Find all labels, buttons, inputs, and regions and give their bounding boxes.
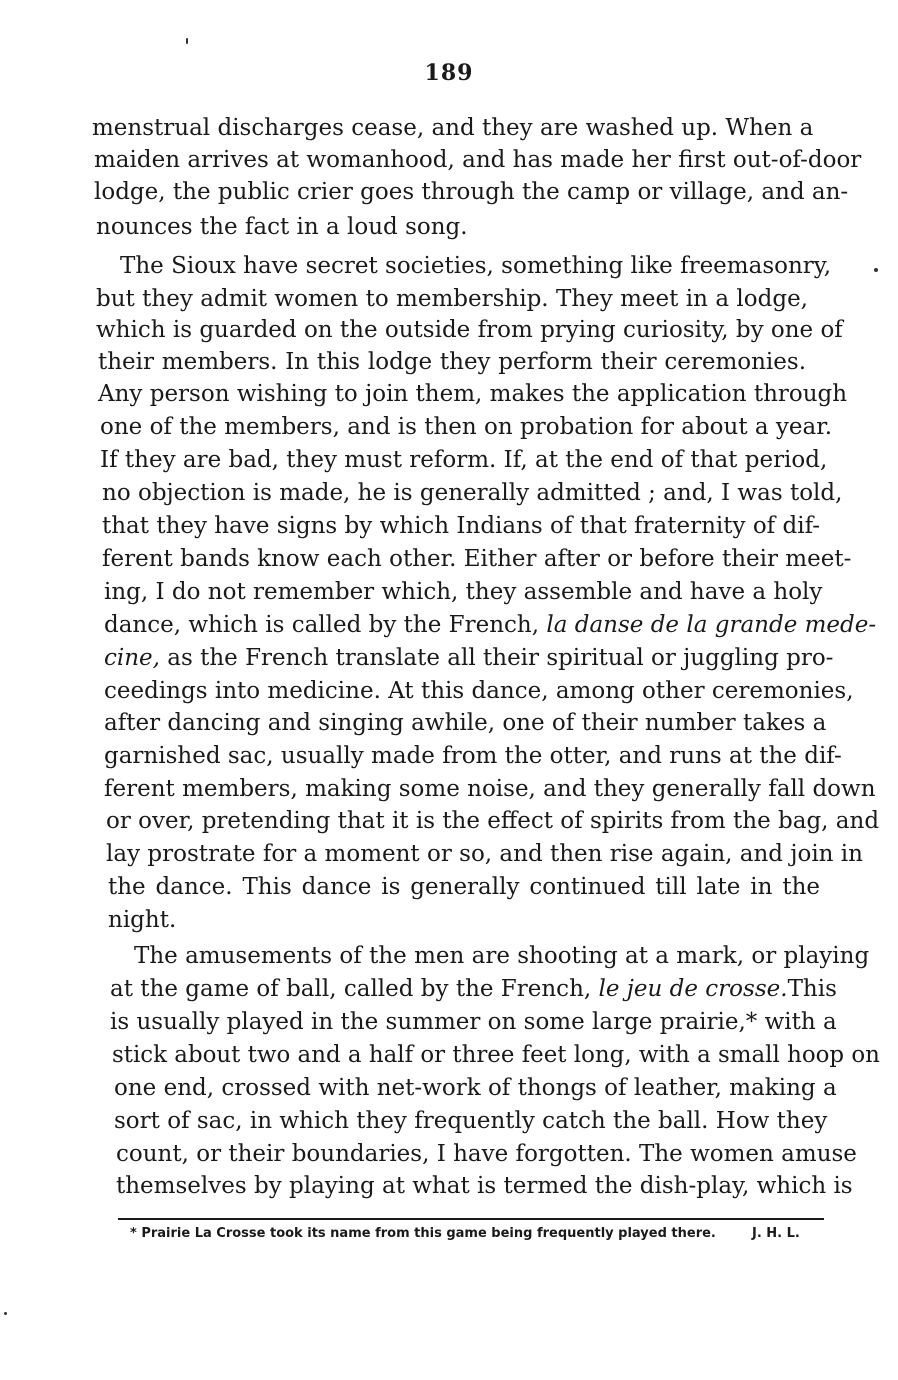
text-line: The Sioux have secret societies, something like freemasonry, — [120, 253, 832, 279]
text-line: ferent bands know each other. Either after or before their meet- — [102, 546, 852, 572]
text-line: is usually played in the summer on some large prairie,* with a — [110, 1009, 837, 1035]
print-speck — [186, 38, 188, 44]
text-line: that they have signs by which Indians of that fraternity of dif- — [102, 513, 821, 539]
text-line: sort of sac, in which they frequently catch the ball. How they — [114, 1108, 828, 1134]
text-line: after dancing and singing awhile, one of their number takes a — [104, 710, 827, 736]
text-line: ceedings into medicine. At this dance, among other ceremonies, — [104, 678, 854, 704]
text-line: but they admit women to membership. They meet in a lodge, — [96, 286, 808, 312]
text-line: themselves by playing at what is termed the dish-play, which is — [116, 1173, 853, 1199]
text-line: which is guarded on the outside from prying curiosity, by one of — [96, 317, 843, 343]
text-line: night. — [108, 907, 177, 933]
text-line: the dance. This dance is generally continued till late in the — [108, 874, 820, 900]
print-speck — [874, 268, 878, 272]
text-line: nounces the fact in a loud song. — [96, 214, 468, 240]
footnote: * Prairie La Crosse took its name from this game being frequently played there. — [130, 1226, 716, 1241]
text-run: as the French translate all their spiritual or juggling pro- — [159, 645, 834, 671]
footnote-rule — [118, 1218, 824, 1220]
text-line: their members. In this lodge they perform their ceremonies. — [98, 349, 806, 375]
text-line: no objection is made, he is generally admitted ; and, I was told, — [102, 480, 843, 506]
text-line: menstrual discharges cease, and they are washed up. When a — [92, 115, 814, 141]
text-line: stick about two and a half or three feet long, with a small hoop on — [112, 1042, 880, 1068]
text-line: count, or their boundaries, I have forgotten. The women amuse — [116, 1141, 857, 1167]
text-run — [110, 975, 788, 1003]
italic-phrase: le jeu de crosse. — [598, 976, 788, 1002]
text-line: ferent members, making some noise, and they generally fall down — [104, 776, 876, 802]
text-line: garnished sac, usually made from the otter, and runs at the dif- — [104, 743, 842, 769]
text-line: lodge, the public crier goes through the camp or village, and an- — [94, 179, 849, 205]
italic-phrase: la danse de la grande mede- — [546, 612, 877, 638]
text-line: ing, I do not remember which, they assemble and have a holy — [104, 579, 823, 605]
italic-phrase: cine, — [104, 645, 160, 671]
text-line: or over, pretending that it is the effect of spirits from the bag, and — [106, 808, 880, 834]
text-line — [110, 975, 837, 1003]
text-line: one end, crossed with net-work of thongs of leather, making a — [114, 1075, 837, 1101]
print-speck — [4, 1312, 7, 1315]
text-line: Any person wishing to join them, makes the application through — [98, 381, 848, 407]
text-run: dance, which is called by the French, — [104, 612, 547, 638]
text-run: This — [787, 976, 837, 1002]
text-line: maiden arrives at womanhood, and has made her first out-of-door — [94, 147, 862, 173]
text-line: one of the members, and is then on probation for about a year. — [100, 414, 833, 440]
text-line: If they are bad, they must reform. If, at the end of that period, — [100, 447, 828, 473]
footnote-signature: J. H. L. — [752, 1226, 800, 1241]
text-line — [104, 644, 833, 672]
text-line: The amusements of the men are shooting at a mark, or playing — [134, 943, 870, 969]
text-run: at the game of ball, called by the French, — [110, 976, 599, 1002]
text-line — [104, 611, 876, 639]
text-line: lay prostrate for a moment or so, and then rise again, and join in — [106, 841, 863, 867]
page-number: 189 — [424, 60, 474, 86]
